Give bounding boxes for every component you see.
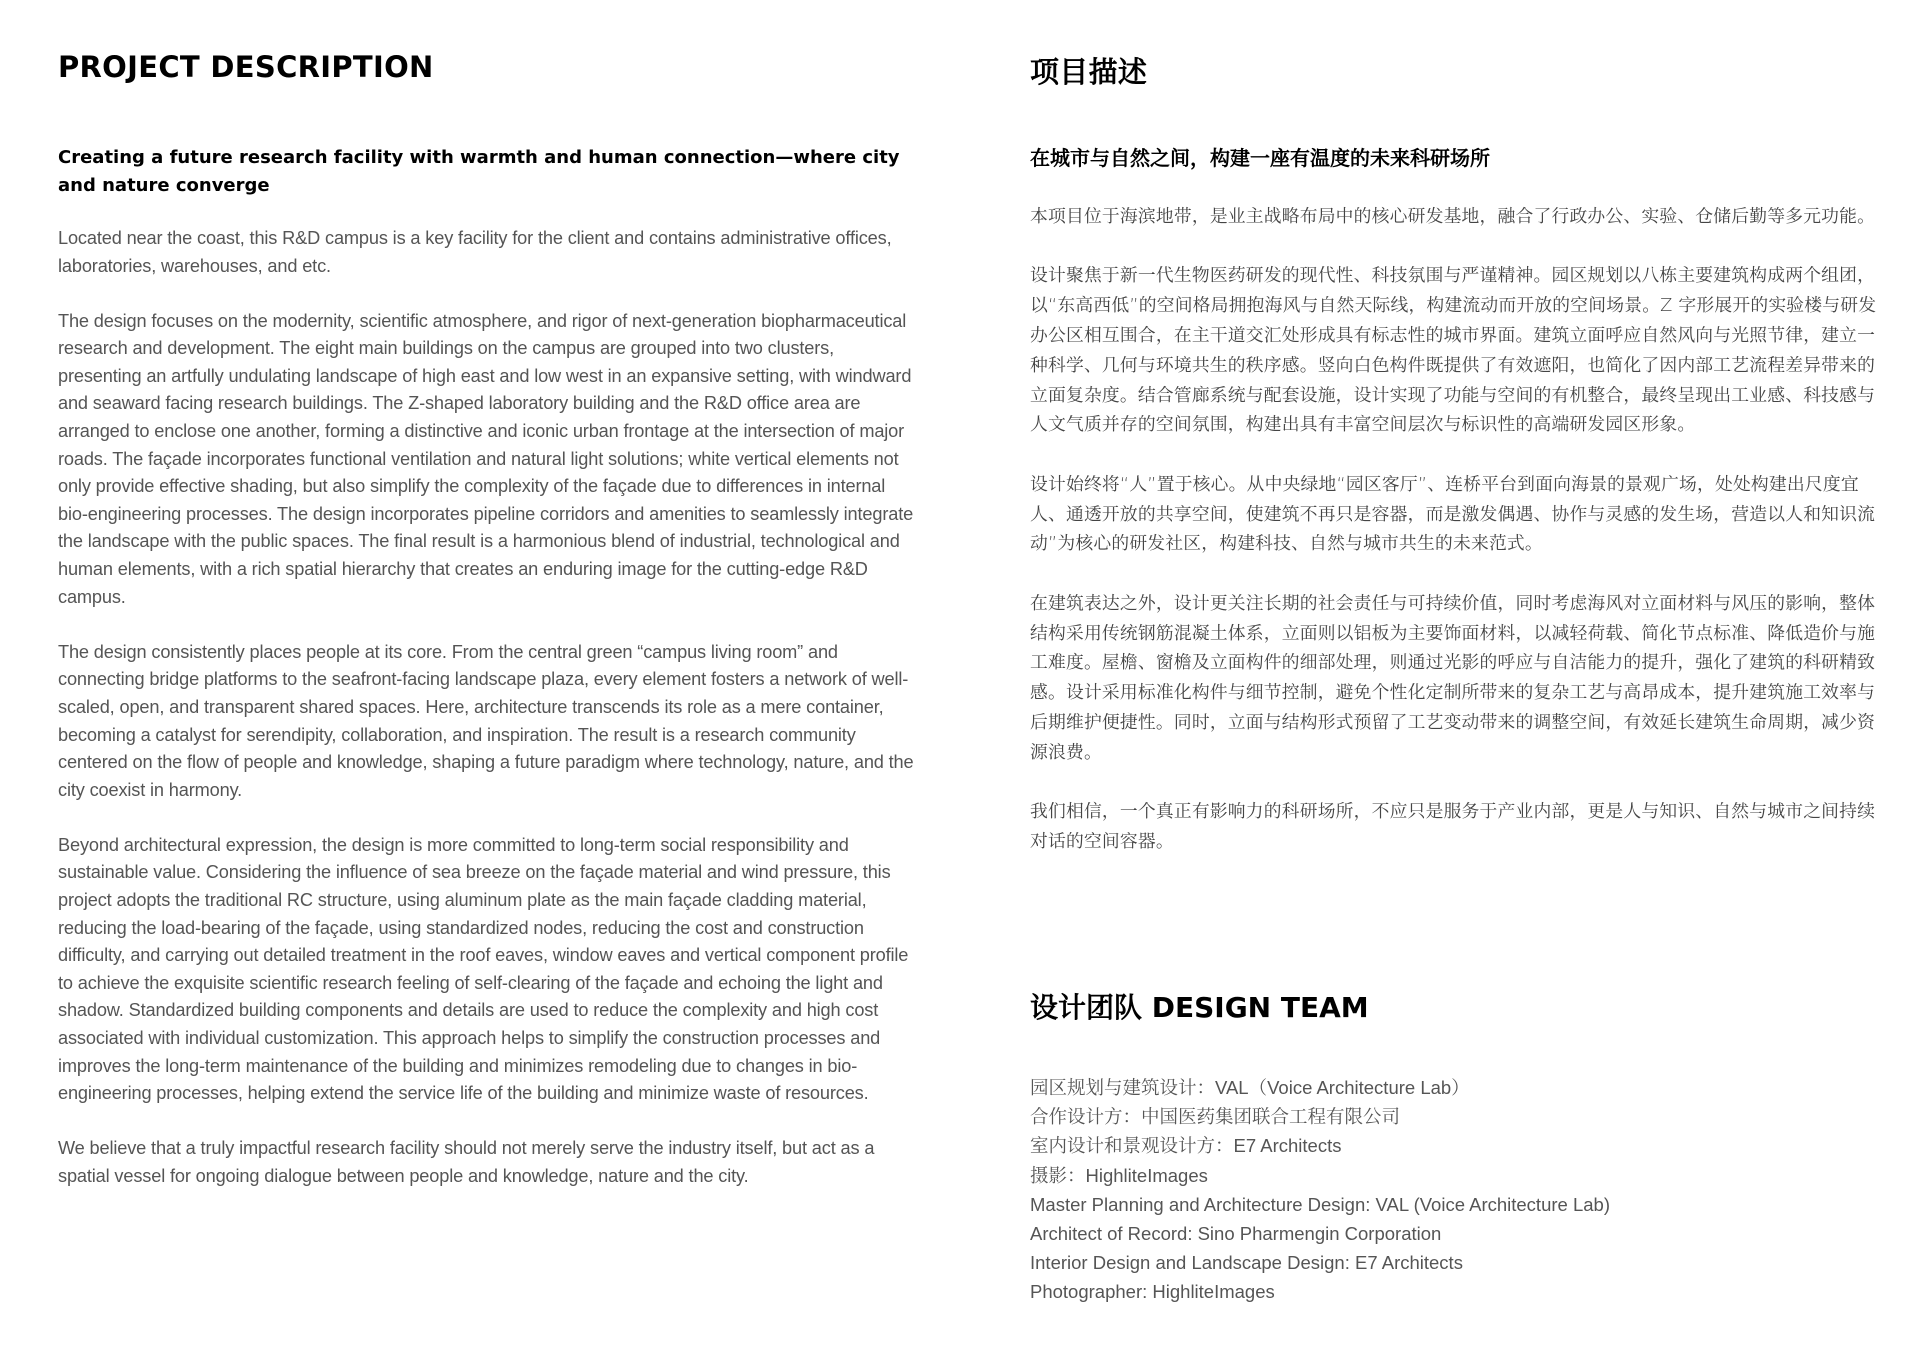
credit-line: Master Planning and Architecture Design: VAL (Voice Architecture Lab) xyxy=(1030,1193,1610,1215)
english-paragraph: Located near the coast, this R&D campus is a key facility for the client and contains administrative offices, laboratories, warehouses, and etc. xyxy=(58,228,892,276)
chinese-paragraph: 设计始终将“人”置于核心。从中央绿地“园区客厅”、连桥平台到面向海景的景观广场，处处构建出尺度宜人、通透开放的共享空间，使建筑不再只是容器，而是激发偶遇、协作与灵感的发生场，营造以人和知识流动”为核心的研发社区，构建科技、自然与城市共生的未来范式。 xyxy=(1030,473,1876,555)
english-title: PROJECT DESCRIPTION xyxy=(58,50,434,84)
chinese-paragraph: 我们相信，一个真正有影响力的科研场所，不应只是服务于产业内部，更是人与知识、自然与城市之间持续对话的空间容器。 xyxy=(1030,801,1876,852)
credit-line: 合作设计方：中国医药集团联合工程有限公司 xyxy=(1030,1106,1401,1128)
chinese-title: 项目描述 xyxy=(1030,55,1148,89)
chinese-paragraph: 设计聚焦于新一代生物医药研发的现代性、科技氛围与严谨精神。园区规划以八栋主要建筑构成两个组团，以“东高西低”的空间格局拥抱海风与自然天际线，构建流动而开放的空间场景。Z 字形展开的实验楼与研发办公区相互围合，在主干道交汇处形成具有标志性的城市界面。建筑立面呼应自然风向与光照节律，建立一种科学、几何与环境共生的秩序感。竖向白色构件既提供了有效遮阳，也简化了因内部工艺流程差异带来的立面复杂度。结合管廊系统与配套设施，设计实现了功能与空间的有机整合，最终呈现出工业感、科技感与人文气质并存的空间氛围，构建出具有丰富空间层次与标识性的高端研发园区形象。 xyxy=(1030,265,1877,436)
design-team-credits xyxy=(1030,1073,1890,1307)
credit-line: Photographer: HighliteImages xyxy=(1030,1281,1275,1303)
credit-line: 园区规划与建筑设计：VAL（Voice Architecture Lab） xyxy=(1030,1077,1470,1098)
credit-line: 摄影：HighliteImages xyxy=(1030,1164,1208,1186)
english-paragraph: We believe that a truly impactful research facility should not merely serve the industry itself, but act as a spatial vessel for ongoing dialogue between people and knowledge, nature and the city. xyxy=(58,1138,875,1186)
chinese-subtitle: 在城市与自然之间，构建一座有温度的未来科研场所 xyxy=(1030,146,1490,170)
chinese-paragraph: 本项目位于海滨地带，是业主战略布局中的核心研发基地，融合了行政办公、实验、仓储后勤等多元功能。 xyxy=(1030,206,1876,227)
credit-line: Architect of Record: Sino Pharmengin Corporation xyxy=(1030,1223,1442,1245)
english-body xyxy=(58,225,918,1218)
credit-line: 室内设计和景观设计方：E7 Architects xyxy=(1030,1135,1342,1157)
english-paragraph: The design focuses on the modernity, scientific atmosphere, and rigor of next-generation biopharmaceutical research and development. The eight main buildings on the campus are grouped into two clusters, presenting an artfully undulating landscape of high east and low west in an expansive setting, with windward and seaward facing research buildings. The Z-shaped laboratory building and the R&D office area are arranged to enclose one another, forming a distinctive and iconic urban frontage at the intersection of major roads. The façade incorporates functional ventilation and natural light solutions; white vertical elements not only provide effective shading, but also simplify the complexity of the façade due to differences in internal bio-engineering processes. The design incorporates pipeline corridors and amenities to seamlessly integrate the landscape with the public spaces. The final result is a harmonious blend of industrial, technological and human elements, with a rich spatial hierarchy that creates an enduring image for the cutting-edge R&D campus. xyxy=(58,310,914,607)
design-team-title: 设计团队 DESIGN TEAM xyxy=(1030,991,1369,1024)
english-paragraph: Beyond architectural expression, the design is more committed to long-term social responsibility and sustainable value. Considering the influence of sea breeze on the façade material and wind pressure, this project adopts the traditional RC structure, using aluminum plate as the main façade cladding material, reducing the load-bearing of the façade, using standardized nodes, reducing the cost and construction difficulty, and carrying out detailed treatment in the roof eaves, window eaves and vertical component profile to achieve the exquisite scientific research feeling of self-clearing of the façade and echoing the light and shadow. Standardized building components and details are used to reduce the complexity and high cost associated with individual customization. This approach helps to simplify the construction processes and improves the long-term maintenance of the building and minimizes remodeling due to changes in bio-engineering processes, helping extend the service life of the building and minimize waste of resources. xyxy=(58,834,909,1104)
credit-line: Interior Design and Landscape Design: E7 Architects xyxy=(1030,1252,1463,1274)
chinese-paragraph: 在建筑表达之外，设计更关注长期的社会责任与可持续价值，同时考虑海风对立面材料与风压的影响，整体结构采用传统钢筋混凝土体系，立面则以铝板为主要饰面材料，以减轻荷载、简化节点标准、降低造价与施工难度。屋檐、窗檐及立面构件的细部处理，则通过光影的呼应与自洁能力的提升，强化了建筑的科研精致感。设计采用标准化构件与细节控制，避免个性化定制所带来的复杂工艺与高昂成本，提升建筑施工效率与后期维护便捷性。同时，立面与结构形式预留了工艺变动带来的调整空间，有效延长建筑生命周期，减少资源浪费。 xyxy=(1030,592,1876,763)
english-subtitle: Creating a future research facility with warmth and human connection—where city and nature converge xyxy=(58,147,900,196)
chinese-body xyxy=(1030,202,1890,886)
english-paragraph: The design consistently places people at its core. From the central green “campus living room” and connecting bridge platforms to the seafront-facing landscape plaza, every element fosters a network of well-scaled, open, and transparent shared spaces. Here, architecture transcends its role as a mere container, becoming a catalyst for serendipity, collaboration, and inspiration. The result is a research community centered on the flow of people and knowledge, shaping a future paradigm where technology, nature, and the city coexist in harmony. xyxy=(58,641,914,800)
